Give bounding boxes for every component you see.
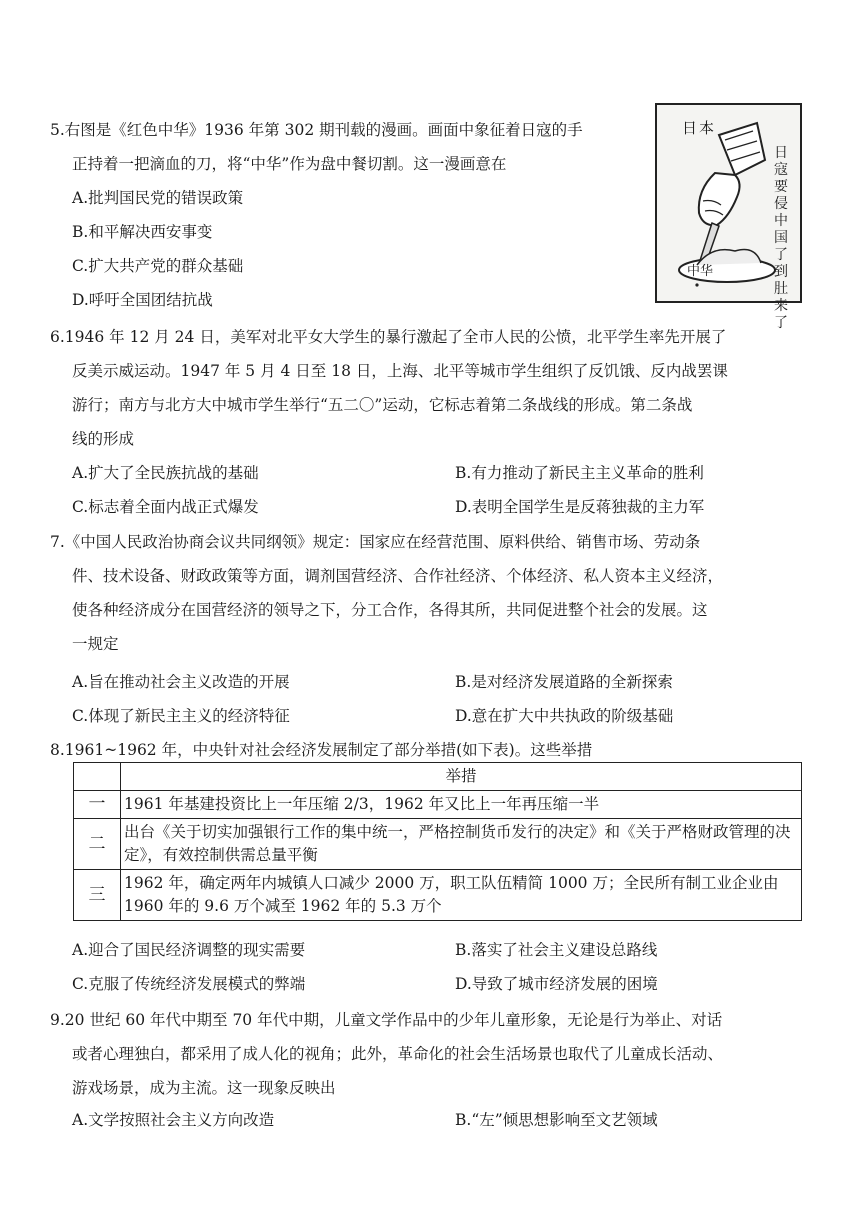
q5-cartoon-image <box>655 103 802 331</box>
q7-option-d: D.意在扩大中共执政的阶级基础 <box>455 707 674 725</box>
q7-option-b: B.是对经济发展道路的全新探索 <box>455 673 673 691</box>
q8-option-c: C.克服了传统经济发展模式的弊端 <box>72 975 306 993</box>
table-row-text: 1961 年基建投资比上一年压缩 2/3，1962 年又比上一年再压缩一半 <box>121 791 802 819</box>
q7-option-c: C.体现了新民主主义的经济特征 <box>72 707 290 725</box>
table-row <box>74 819 802 870</box>
table-row-number: 三 <box>74 870 121 921</box>
table-row <box>74 791 802 819</box>
cartoon-japan-label: 日本 <box>682 119 717 137</box>
table-header-cell: 举措 <box>121 763 802 791</box>
q9-option-a: A.文学按照社会主义方向改造 <box>72 1111 275 1129</box>
q5-stem-line-2: 正持着一把滴血的刀，将“中华”作为盘中餐切割。这一漫画意在 <box>72 155 507 173</box>
q5-option-a: A.批判国民党的错误政策 <box>72 189 244 207</box>
table-row-number: 一 <box>74 791 121 819</box>
q6-option-d: D.表明全国学生是反蒋独裁的主力军 <box>455 498 705 516</box>
table-header-empty-cell <box>74 763 121 791</box>
q5-stem-line-1: 5.右图是《红色中华》1936 年第 302 期刊载的漫画。画面中象征着日寇的手 <box>50 121 583 139</box>
q5-option-c: C.扩大共产党的群众基础 <box>72 257 244 275</box>
q9-stem-line-3: 游戏场景，成为主流。这一现象反映出 <box>72 1079 336 1097</box>
q6-option-c: C.标志着全面内战正式爆发 <box>72 498 259 516</box>
table-header-row <box>74 763 802 791</box>
table-row <box>74 870 802 921</box>
q7-stem-line-3: 使各种经济成分在国营经济的领导之下，分工合作，各得其所，共同促进整个社会的发展。这 <box>72 601 708 619</box>
q9-stem-line-1: 9.20 世纪 60 年代中期至 70 年代中期，儿童文学作品中的少年儿童形象，无论是行为举止、对话 <box>50 1011 723 1029</box>
q8-option-d: D.导致了城市经济发展的困境 <box>455 975 658 993</box>
table-row-text: 1962 年，确定两年内城镇人口减少 2000 万，职工队伍精简 1000 万；全民所有制工业企业由 1960 年的 9.6 万个减至 1962 年的 5.3 万个 <box>121 870 802 921</box>
q8-option-a: A.迎合了国民经济调整的现实需要 <box>72 941 306 959</box>
table-row-text: 出台《关于切实加强银行工作的集中统一，严格控制货币发行的决定》和《关于严格财政管理的决定》，有效控制供需总量平衡 <box>121 819 802 870</box>
q9-option-b: B.“左”倾思想影响至文艺领域 <box>455 1111 658 1129</box>
q6-option-a: A.扩大了全民族抗战的基础 <box>72 464 259 482</box>
q6-stem-line-3: 游行；南方与北方大中城市学生举行“五二〇”运动，它标志着第二条战线的形成。第二条战 <box>72 396 693 414</box>
q5-option-b: B.和平解决西安事变 <box>72 223 213 241</box>
q6-option-b: B.有力推动了新民主主义革命的胜利 <box>455 464 704 482</box>
q8-option-b: B.落实了社会主义建设总路线 <box>455 941 658 959</box>
q7-stem-line-1: 7.《中国人民政治协商会议共同纲领》规定：国家应在经营范围、原料供给、销售市场、劳动条 <box>50 533 701 551</box>
q8-stem-line-1: 8.1961~1962 年，中央针对社会经济发展制定了部分举措(如下表)。这些举措 <box>50 741 593 759</box>
q7-option-a: A.旨在推动社会主义改造的开展 <box>72 673 290 691</box>
q6-stem-line-4: 线的形成 <box>72 430 135 448</box>
q8-measures-table <box>73 762 802 921</box>
q5-option-d: D.呼吁全国团结抗战 <box>72 291 213 309</box>
table-row-number: 二 <box>74 819 121 870</box>
q9-stem-line-2: 或者心理独白，都采用了成人化的视角；此外，革命化的社会生活场景也取代了儿童成长活动、 <box>72 1045 724 1063</box>
q7-stem-line-2: 件、技术设备、财政政策等方面，调剂国营经济、合作社经济、个体经济、私人资本主义经济， <box>72 567 724 585</box>
q6-stem-line-2: 反美示威运动。1947 年 5 月 4 日至 18 日，上海、北平等城市学生组织了反饥饿、反内战罢课 <box>72 362 728 380</box>
q6-stem-line-1: 6.1946 年 12 月 24 日，美军对北平女大学生的暴行激起了全市人民的公愤，北平学生率先开展了 <box>50 328 727 346</box>
cartoon-side-caption: 日寇要侵中国了到肚来了 <box>774 145 788 331</box>
cartoon-plate-label: 中华 <box>687 264 714 279</box>
q7-stem-line-4: 一规定 <box>72 635 119 653</box>
